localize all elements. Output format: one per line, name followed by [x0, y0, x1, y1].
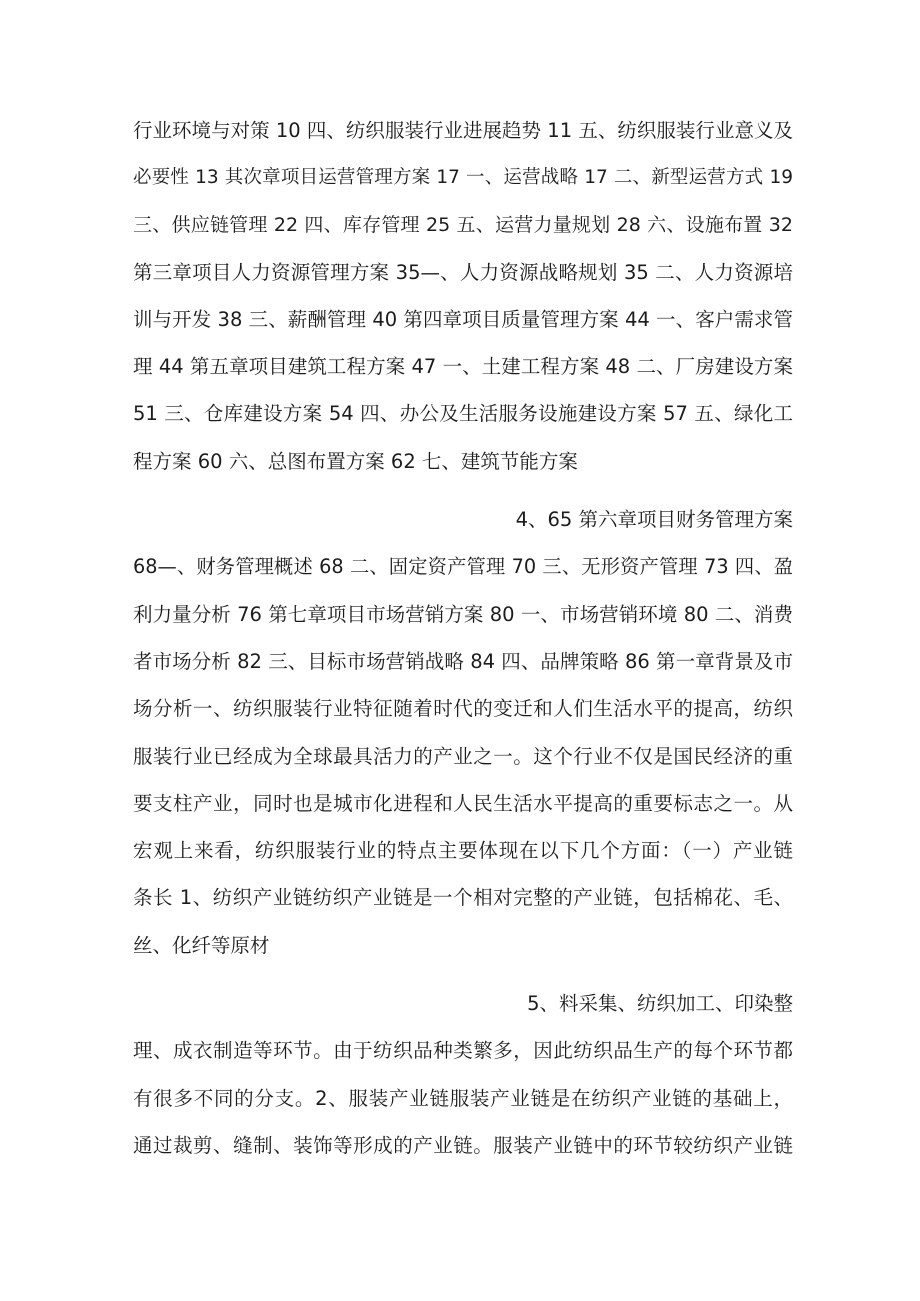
text-line: 程方案 60 六、总图布置方案 62 七、建筑节能方案: [133, 450, 578, 473]
text-line: 丝、化纤等原材: [133, 934, 270, 957]
text-line: 51 三、仓库建设方案 54 四、办公及生活服务设施建设方案 57 五、绿化工: [133, 402, 793, 425]
text-line: 训与开发 38 三、薪酬管理 40 第四章项目质量管理方案 44 一、客户需求管: [133, 308, 793, 331]
text-line: 68—、财务管理概述 68 二、固定资产管理 70 三、无形资产管理 73 四、盈: [133, 555, 793, 578]
text-line: 行业环境与对策 10 四、纺织服装行业进展趋势 11 五、纺织服装行业意义及: [133, 119, 793, 142]
text-line: 有很多不同的分支。2、服装产业链服装产业链是在纺织产业链的基础上，: [133, 1087, 793, 1110]
text-line: 理、成衣制造等环节。由于纺织品种类繁多，因此纺织品生产的每个环节都: [133, 1039, 793, 1062]
text-line: 利力量分析 76 第七章项目市场营销方案 80 一、市场营销环境 80 二、消费: [133, 603, 793, 626]
text-line: 第三章项目人力资源管理方案 35—、人力资源战略规划 35 二、人力资源培: [133, 261, 793, 284]
text-line: 5、料采集、纺织加工、印染整: [527, 992, 793, 1015]
text-line: 要支柱产业，同时也是城市化进程和人民生活水平提高的重要标志之一。从: [133, 792, 793, 815]
text-line: 通过裁剪、缝制、装饰等形成的产业链。服装产业链中的环节较纺织产业链: [133, 1134, 793, 1157]
text-line: 宏观上来看，纺织服装行业的特点主要体现在以下几个方面：（一）产业链: [133, 839, 793, 862]
text-line: 4、65 第六章项目财务管理方案: [515, 508, 793, 531]
text-line: 条长 1、纺织产业链纺织产业链是一个相对完整的产业链，包括棉花、毛、: [133, 886, 793, 909]
text-line: 必要性 13 其次章项目运营管理方案 17 一、运营战略 17 二、新型运营方式 19: [133, 167, 793, 188]
text-line: 三、供应链管理 22 四、库存管理 25 五、运营力量规划 28 六、设施布置 32: [133, 214, 793, 236]
text-line: 场分析一、纺织服装行业特征随着时代的变迁和人们生活水平的提高，纺织: [133, 697, 793, 720]
text-line: 理 44 第五章项目建筑工程方案 47 一、土建工程方案 48 二、厂房建设方案: [133, 355, 793, 378]
text-line: 者市场分析 82 三、目标市场营销战略 84 四、品牌策略 86 第一章背景及市: [133, 650, 793, 673]
text-line: 服装行业已经成为全球最具活力的产业之一。这个行业不仅是国民经济的重: [133, 745, 793, 768]
